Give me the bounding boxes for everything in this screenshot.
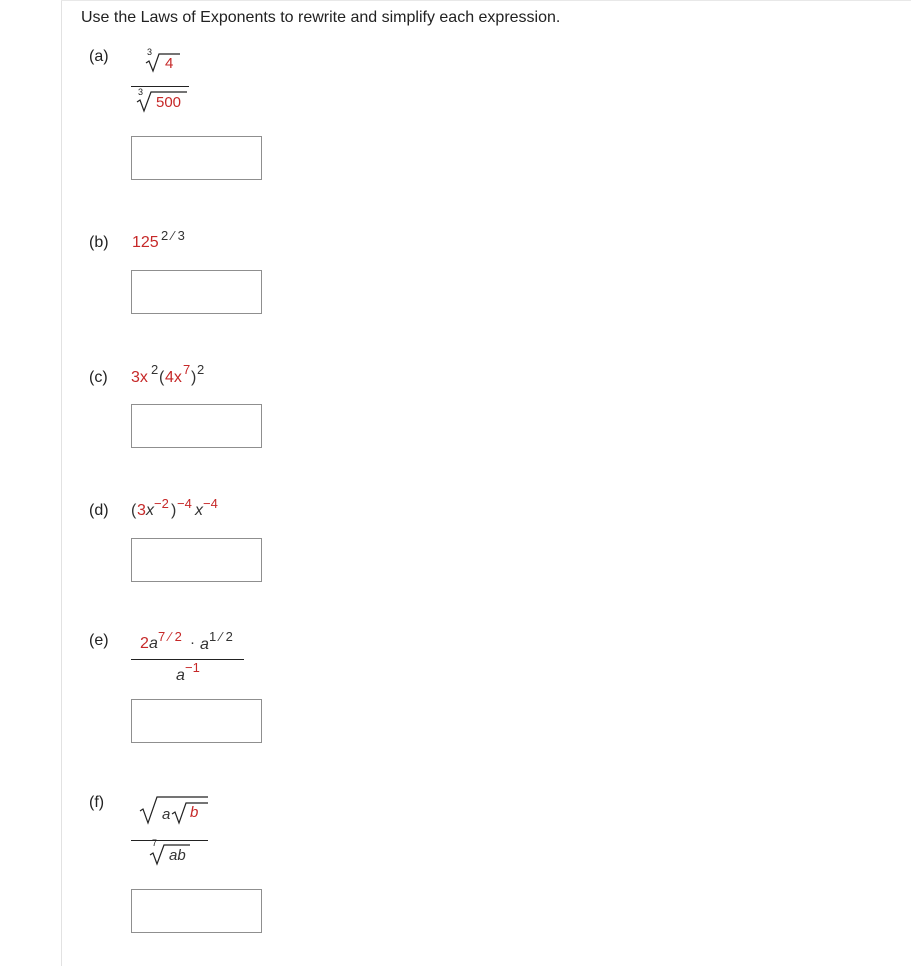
problem-d-coefficient: 3 [137,502,146,519]
problem-a-den-radicand: 500 [156,94,182,111]
problem-e-multiply-dot: · [190,634,195,651]
answer-input-a[interactable] [131,136,262,180]
problem-e-label: (e) [89,632,109,649]
problem-d-open-paren: ( [131,502,137,519]
problem-a-num-root-index: 3 [147,47,153,57]
answer-input-f[interactable] [131,889,262,933]
problem-e-denominator-variable: a [176,667,185,684]
problem-e-denominator-exponent: −1 [185,660,200,675]
problem-f-fraction-bar [131,840,208,841]
answer-input-e[interactable] [131,699,262,743]
problem-a-num-radical-sign [146,52,182,74]
content-frame-left-border [61,0,62,966]
problem-e-coefficient: 2 [140,635,149,652]
problem-a-den-root-index: 3 [138,87,144,97]
problem-f-den-root-index: 7 [152,838,158,848]
problem-f-label: (f) [89,794,105,811]
problem-c-outer-exponent: 2 [197,362,205,377]
problem-d-inner-exponent: −2 [154,496,169,511]
problem-a-num-radicand: 4 [165,55,174,72]
problem-d-variable: x [146,502,154,519]
problem-c-inner-exponent: 7 [183,362,191,377]
problem-c-inner-term: 4x [165,369,182,386]
answer-input-d[interactable] [131,538,262,582]
problem-f-outer-variable: a [162,806,171,823]
problem-c-coefficient-exponent: 2 [151,362,159,377]
problem-f-den-radicand: ab [169,847,186,864]
problem-b-exponent: 2 ⁄ 3 [161,228,185,243]
answer-input-b[interactable] [131,270,262,314]
problem-c-close-paren: ) [191,369,197,386]
problem-c-open-paren: ( [159,369,165,386]
instructions: Use the Laws of Exponents to rewrite and simplify each expression. [81,9,561,26]
problem-e-variable-1: a [149,635,158,652]
answer-input-c[interactable] [131,404,262,448]
problem-d-outer-exponent: −4 [177,496,192,511]
problem-e-exponent-1: 7 ⁄ 2 [158,629,182,644]
problem-d-second-exponent: −4 [203,496,218,511]
problem-a-label: (a) [89,48,109,65]
problem-c-coefficient: 3x [131,369,148,386]
problem-f-inner-variable: b [190,804,199,821]
problem-c-label: (c) [89,369,108,386]
problem-e-exponent-2: 1 ⁄ 2 [209,629,233,644]
problem-b-base: 125 [132,234,159,251]
problem-e-variable-2: a [200,636,209,653]
problem-d-second-variable: x [195,502,203,519]
problem-b-label: (b) [89,234,109,251]
problem-d-close-paren: ) [171,502,177,519]
problem-d-label: (d) [89,502,109,519]
content-frame-top-border [61,0,911,1]
